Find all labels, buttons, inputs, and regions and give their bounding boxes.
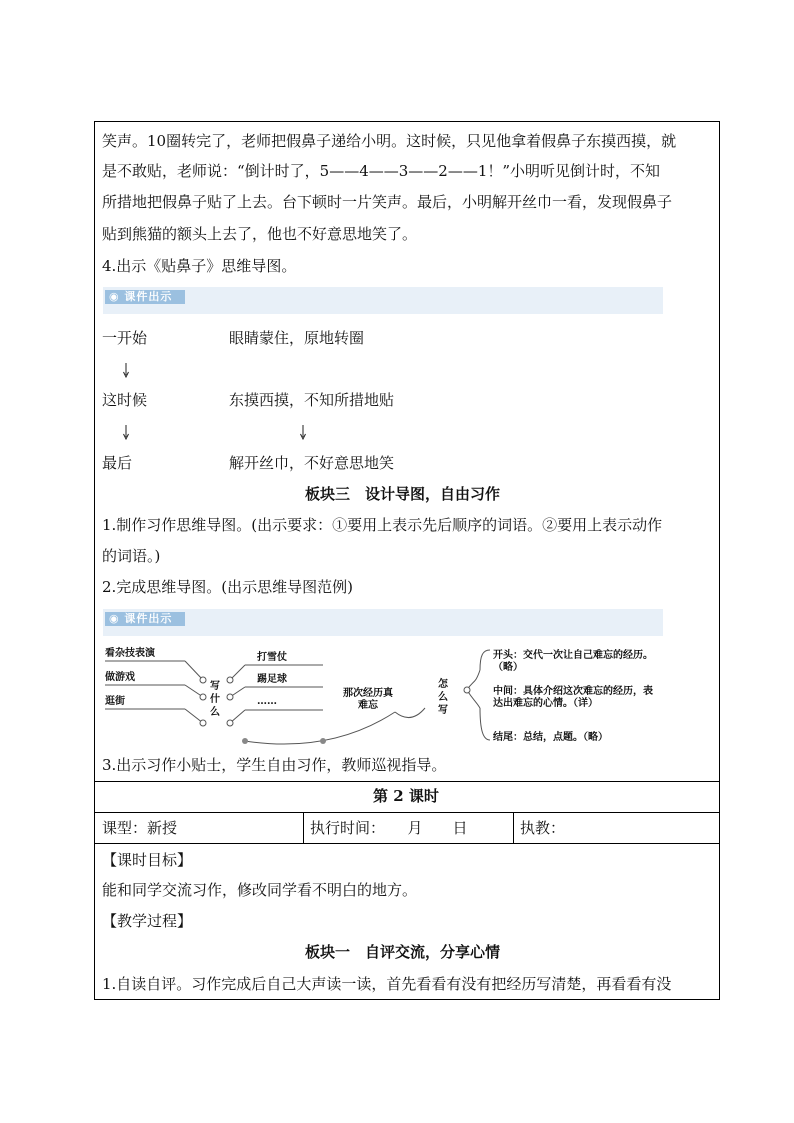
down-arrow-icon [121, 424, 131, 440]
courseware-banner-2 [103, 609, 663, 636]
mindmap-mid-item: 踢足球 [257, 674, 287, 685]
step-4-text: 4.出示《贴鼻子》思维导图。 [102, 257, 297, 275]
process-heading: 【教学过程】 [102, 912, 193, 930]
section-1-title: 板块一 自评交流，分享心情 [305, 943, 501, 961]
mindmap-how-label: 怎么写 [438, 679, 448, 716]
lesson-2-title: 第 2 课时 [373, 787, 439, 805]
task-1-line-2: 的词语。) [102, 547, 161, 565]
flow-middle-label: 这时候 [102, 391, 148, 409]
story-line-2: 是不敢贴，老师说：“倒计时了，5——4——3——2——1！”小明听见倒计时，不知 [102, 162, 661, 180]
mindmap-right-end: 结尾：总结，点题。（略） [493, 732, 608, 743]
column-divider [303, 812, 304, 843]
flow-start-text: 眼睛蒙住，原地转圈 [229, 329, 365, 347]
courseware-tag: ◉ 课件出示 [105, 612, 185, 626]
execution-time: 执行时间： 月 日 [310, 819, 468, 837]
story-line-1: 笑声。10圈转完了，老师把假鼻子递给小明。这时候，只见他拿着假鼻子东摸西摸，就 [102, 132, 677, 150]
mindmap-left-item: 做游戏 [105, 672, 135, 683]
teacher-field: 执教： [520, 819, 566, 837]
task-1-line-1: 1.制作习作思维导图。(出示要求：①要用上表示先后顺序的词语。②要用上表示动作 [102, 516, 663, 534]
mindmap-right-middle: 中间：具体介绍这次难忘的经历，表达出难忘的心情。（详） [493, 686, 653, 709]
mindmap-left-item: 看杂技表演 [105, 648, 155, 659]
down-arrow-icon [121, 362, 131, 378]
mindmap-center: 那次经历真难忘 [343, 688, 393, 711]
row-divider [95, 781, 719, 782]
mindmap-left-item: 逛街 [105, 696, 125, 707]
flow-end-text: 解开丝巾，不好意思地笑 [229, 454, 395, 472]
row-divider [95, 812, 719, 813]
lesson-plan-table [94, 121, 720, 1000]
flow-start-label: 一开始 [102, 329, 148, 347]
goal-text: 能和同学交流习作，修改同学看不明白的地方。 [102, 881, 418, 899]
lesson-type: 课型：新授 [102, 819, 178, 837]
mindmap-what-label: 写什么 [210, 681, 220, 718]
mindmap-mid-item: 打雪仗 [257, 652, 287, 663]
flow-middle-text: 东摸西摸，不知所措地贴 [229, 391, 395, 409]
courseware-banner-1 [103, 287, 663, 314]
goal-heading: 【课时目标】 [102, 851, 193, 869]
mindmap-mid-item: …… [257, 696, 277, 707]
section-3-title: 板块三 设计导图，自由习作 [305, 485, 501, 503]
mindmap-right-start: 开头：交代一次让自己难忘的经历。（略） [493, 650, 653, 673]
self-read-text: 1.自读自评。习作完成后自己大声读一读，首先看看有没有把经历写清楚，再看看有没 [102, 975, 672, 993]
task-2-text: 2.完成思维导图。(出示思维导图范例) [102, 578, 354, 596]
story-line-4: 贴到熊猫的额头上去了，他也不好意思地笑了。 [102, 225, 418, 243]
down-arrow-icon [298, 424, 308, 440]
story-line-3: 所措地把假鼻子贴了上去。台下顿时一片笑声。最后，小明解开丝巾一看，发现假鼻子 [102, 193, 673, 211]
courseware-tag: ◉ 课件出示 [105, 290, 185, 304]
task-3-text: 3.出示习作小贴士，学生自由习作，教师巡视指导。 [102, 756, 447, 774]
flow-end-label: 最后 [102, 454, 133, 472]
column-divider [513, 812, 514, 843]
row-divider [95, 843, 719, 844]
